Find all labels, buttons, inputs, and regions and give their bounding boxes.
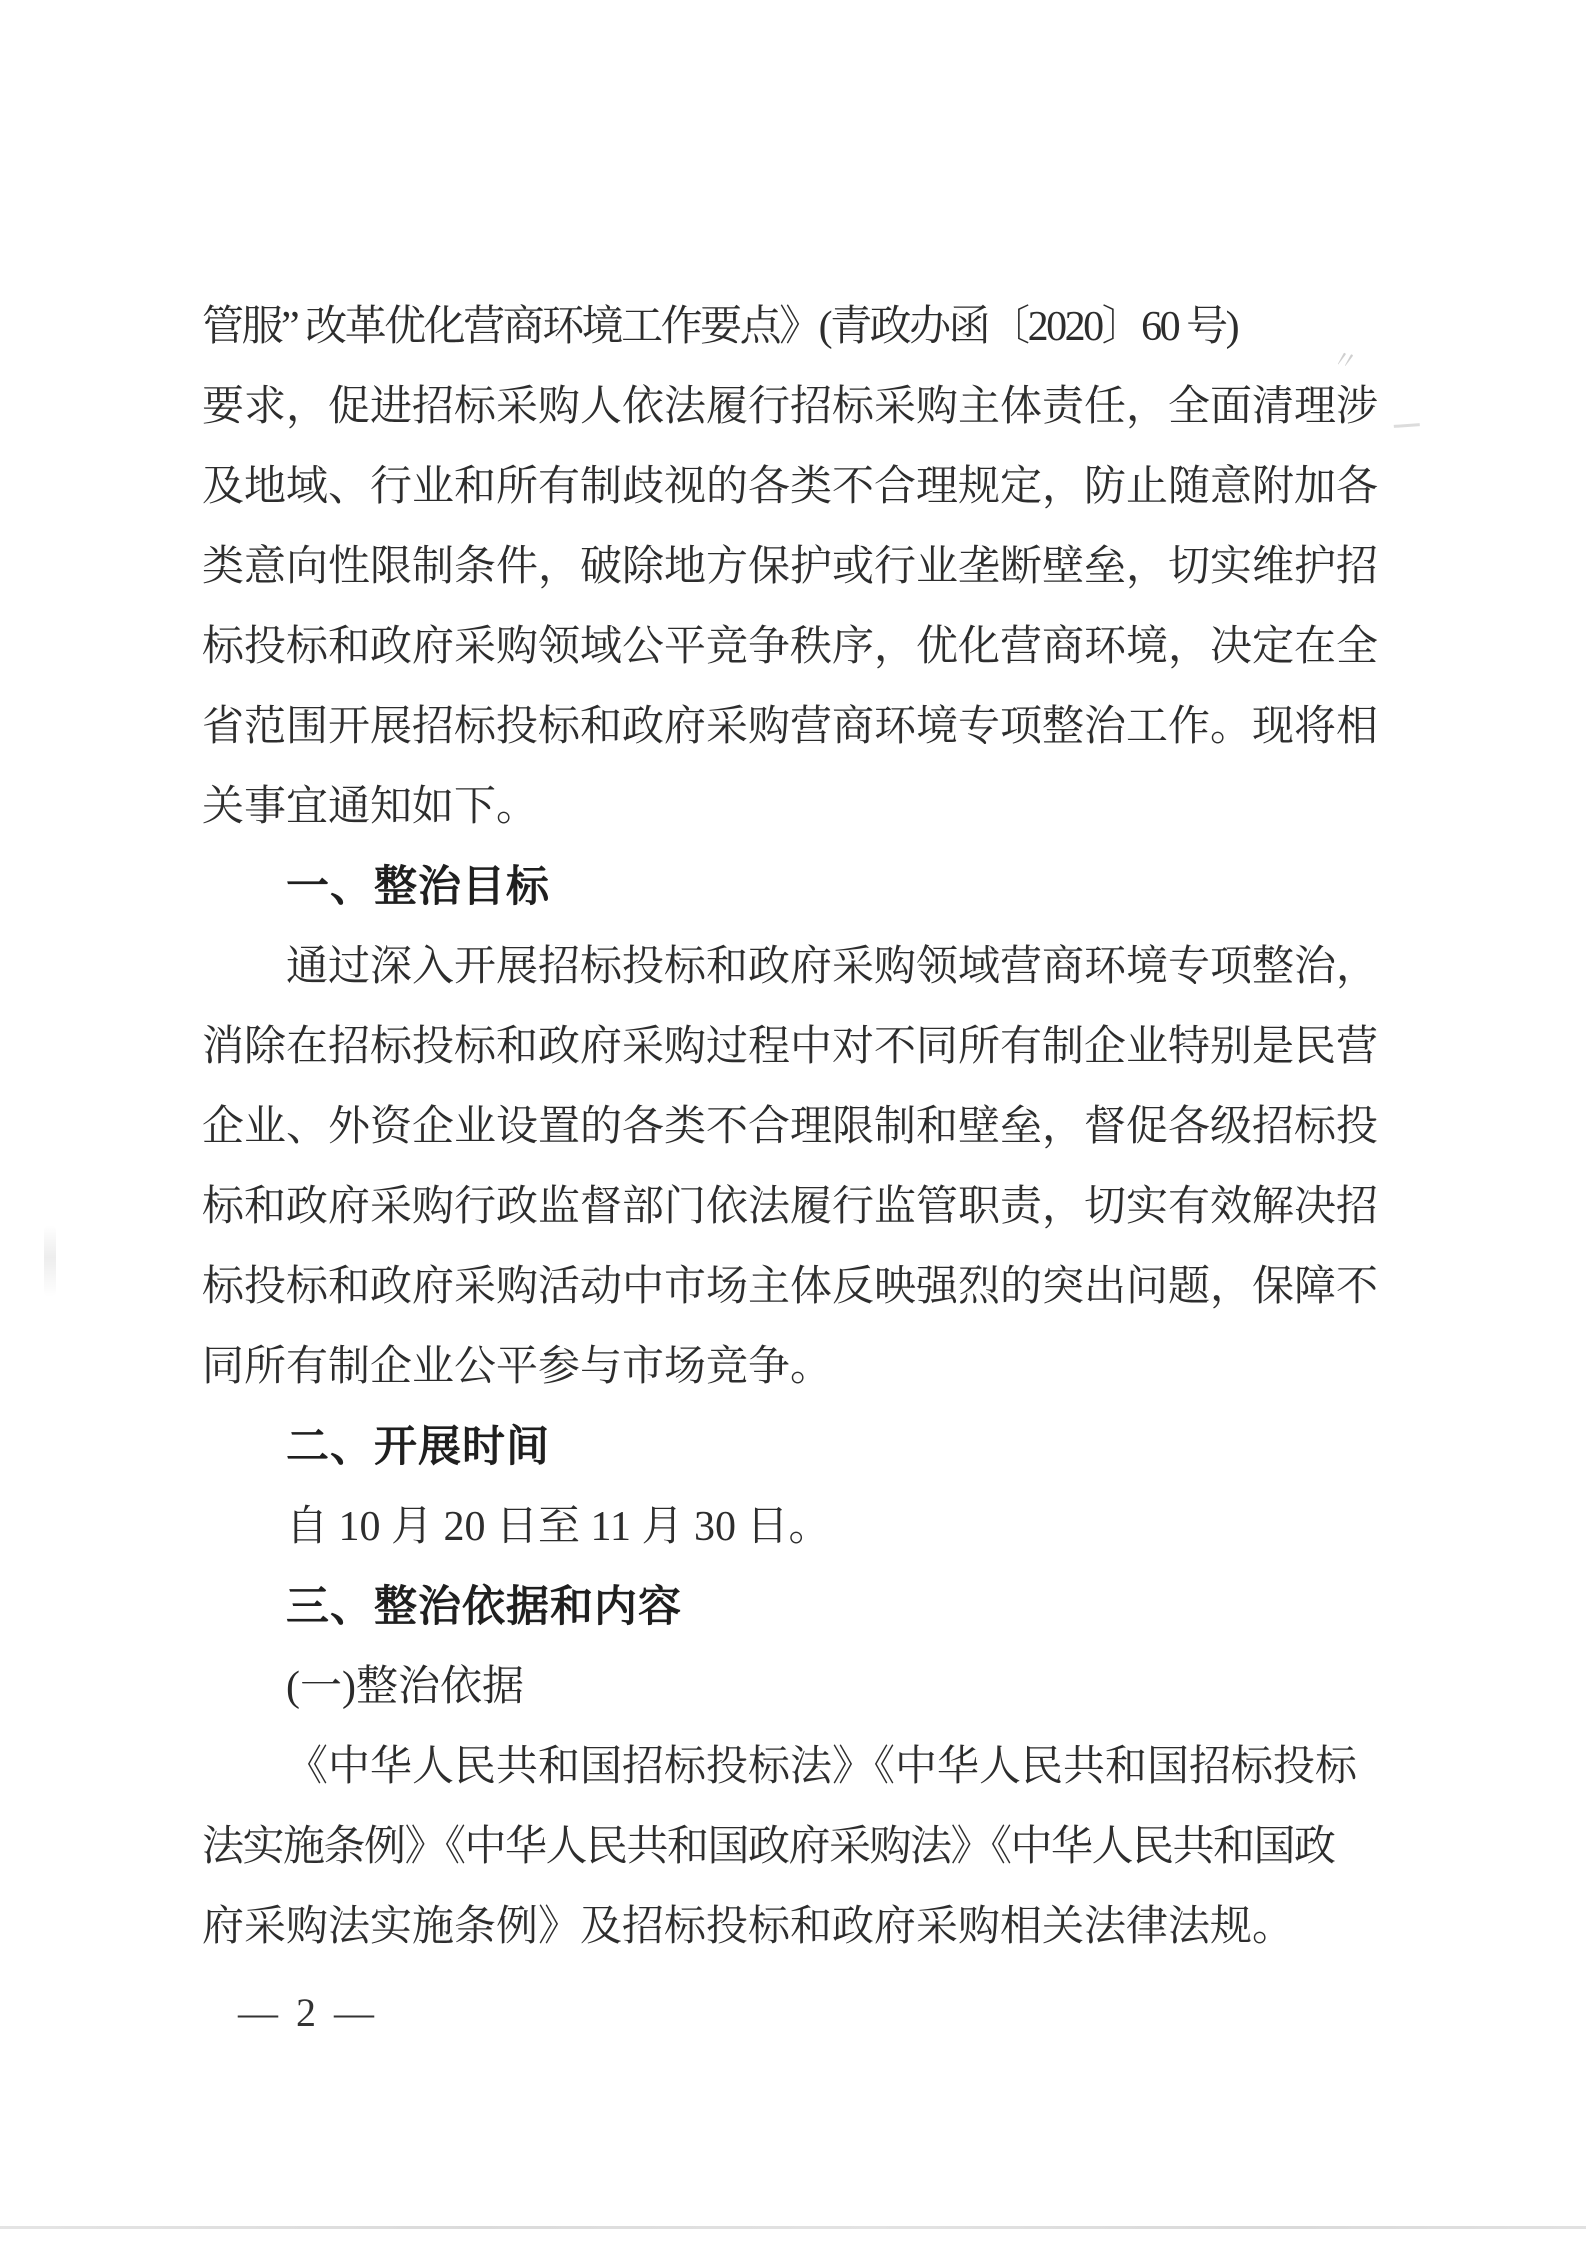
section-1-heading: 一、整治目标	[286, 863, 550, 911]
scan-page-edge	[0, 2226, 1586, 2229]
document-body	[202, 287, 1380, 1967]
section-3-subheading: (一)整治依据	[286, 1664, 524, 1710]
intro-paragraph-line: 省范围开展招标投标和政府采购营商环境专项整治工作。现将相	[202, 704, 1379, 750]
section-2-body-line: 自 10 月 20 日至 11 月 30 日。	[286, 1504, 831, 1550]
section-1-body-line: 消除在招标投标和政府采购过程中对不同所有制企业特别是民营	[202, 1024, 1379, 1070]
section-1-body-line: 标和政府采购行政监督部门依法履行监管职责，切实有效解决招	[202, 1184, 1379, 1230]
section-3-heading: 三、整治依据和内容	[286, 1583, 682, 1631]
intro-paragraph-line: 管服” 改革优化营商环境工作要点》(青政办函〔2020〕60 号)	[202, 304, 1238, 350]
section-1-body-line: 同所有制企业公平参与市场竞争。	[202, 1344, 833, 1390]
intro-paragraph-line: 标投标和政府采购领域公平竞争秩序，优化营商环境，决定在全	[202, 624, 1379, 670]
section-1-body-line: 通过深入开展招标投标和政府采购领域营商环境专项整治，	[286, 944, 1379, 990]
section-3-body-line: 《中华人民共和国招标投标法》《中华人民共和国招标投标	[286, 1744, 1358, 1790]
section-3-body-line: 府采购法实施条例》及招标投标和政府采购相关法律法规。	[202, 1904, 1295, 1950]
intro-paragraph-line: 关事宜通知如下。	[202, 784, 539, 830]
intro-paragraph-line: 类意向性限制条件，破除地方保护或行业垄断壁垒，切实维护招	[202, 544, 1379, 590]
section-1-body-line: 标投标和政府采购活动中市场主体反映强烈的突出问题，保障不	[202, 1264, 1379, 1310]
scan-artifact-smudge	[44, 1225, 56, 1297]
intro-paragraph-line: 及地域、行业和所有制歧视的各类不合理规定，防止随意附加各	[202, 464, 1379, 510]
scan-artifact-mark	[1394, 423, 1421, 434]
page-number: — 2 —	[238, 1990, 378, 2035]
section-2-heading: 二、开展时间	[286, 1423, 550, 1471]
section-1-body-line: 企业、外资企业设置的各类不合理限制和壁垒，督促各级招标投	[202, 1104, 1379, 1150]
intro-paragraph-line: 要求，促进招标采购人依法履行招标采购主体责任，全面清理涉	[202, 384, 1379, 430]
scan-artifact-mark: 〃	[1329, 344, 1361, 378]
section-3-body-line: 法实施条例》《中华人民共和国政府采购法》《中华人民共和国政	[202, 1824, 1335, 1870]
